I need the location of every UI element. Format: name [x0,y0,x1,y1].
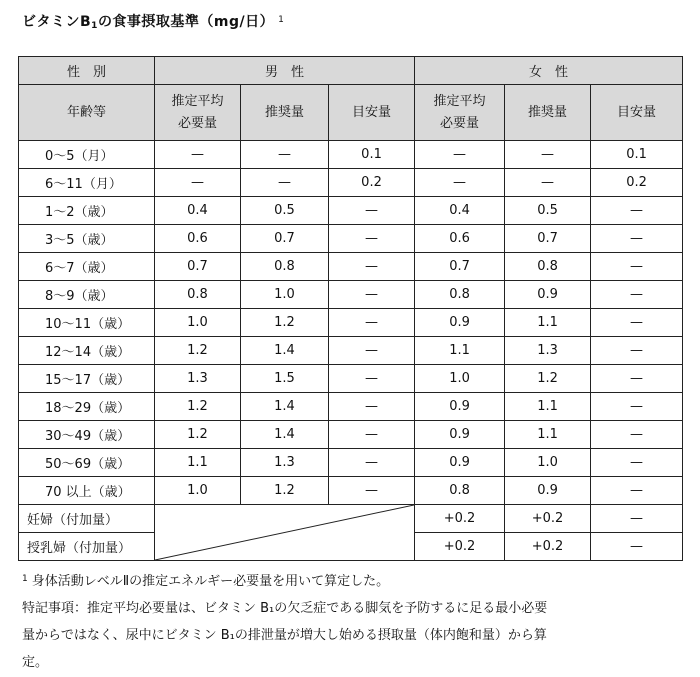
title-text: ビタミンB [22,14,92,30]
male-ear-header: 推定平均 必要量 [155,85,241,141]
table-row [19,169,683,197]
cell-value: — [329,225,415,253]
table-row [19,197,683,225]
cell-value: — [505,169,591,197]
table-row [19,281,683,309]
footnote-text: 身体活動レベルⅡの推定エネルギー必要量を用いて算定した。 [31,574,390,589]
special-note-line-2: 量からではなく、尿中にビタミン B₁の排泄量が増大し始める摂取量（体内飽和量）から算 [22,628,547,643]
cell-value: 0.4 [415,197,505,225]
cell-value: 0.8 [505,253,591,281]
cell-value: — [155,141,241,169]
cell-value: 1.4 [241,393,329,421]
female-header: 女 性 [415,57,683,85]
table-row [19,449,683,477]
table-row [19,141,683,169]
age-cell: 6～11（月） [19,169,155,197]
cell-value: — [329,421,415,449]
table-row [19,393,683,421]
cell-value: — [591,477,683,505]
cell-value: 0.4 [155,197,241,225]
cell-value: — [241,169,329,197]
age-cell: 70 以上（歳） [19,477,155,505]
cell-value: 0.9 [415,309,505,337]
na-diagonal-cell [155,505,415,561]
cell-value: 0.7 [415,253,505,281]
cell-value: 0.1 [591,141,683,169]
cell-value: — [591,421,683,449]
cell-value: 0.7 [155,253,241,281]
cell-value: — [329,281,415,309]
cell-value: 0.7 [505,225,591,253]
cell-value: 1.1 [155,449,241,477]
table-row [19,477,683,505]
age-header: 年齢等 [19,85,155,141]
cell-value: 0.9 [415,393,505,421]
cell-value: — [505,141,591,169]
cell-value: — [591,505,683,533]
table-row [19,225,683,253]
special-note-line-3: 定。 [22,655,49,670]
cell-value: +0.2 [415,505,505,533]
female-ai-header: 目安量 [591,85,683,141]
cell-value: — [591,309,683,337]
cell-value: 0.7 [241,225,329,253]
table-row [19,253,683,281]
table-row [19,365,683,393]
title-text-rest: の食事摂取基準（mg/日） [97,14,275,30]
footnote [22,566,682,595]
male-ai-header: 目安量 [329,85,415,141]
cell-value: — [591,533,683,561]
cell-value: 0.2 [591,169,683,197]
cell-value: 1.3 [505,337,591,365]
cell-value: — [329,365,415,393]
special-note-line-1: 特記事項：推定平均必要量は、ビタミン B₁の欠乏症である脚気を予防するに足る最小必要 [22,601,548,616]
cell-value: 1.3 [155,365,241,393]
cell-value: 1.0 [241,281,329,309]
age-cell: 50～69（歳） [19,449,155,477]
cell-value: — [591,337,683,365]
cell-value: — [329,337,415,365]
cell-value: 1.1 [505,393,591,421]
row-label: 妊婦（付加量） [19,505,155,533]
age-cell: 30～49（歳） [19,421,155,449]
cell-value: 1.4 [241,421,329,449]
cell-value: — [591,449,683,477]
cell-value: 0.9 [415,421,505,449]
cell-value: 1.1 [505,421,591,449]
age-cell: 0～5（月） [19,141,155,169]
notes [22,566,682,676]
cell-value: — [415,169,505,197]
female-ear-header: 推定平均 必要量 [415,85,505,141]
cell-value: 0.1 [329,141,415,169]
page-title [22,11,284,31]
age-cell: 8～9（歳） [19,281,155,309]
cell-value: 1.4 [241,337,329,365]
cell-value: 0.8 [415,477,505,505]
cell-value: — [591,365,683,393]
cell-value: — [415,141,505,169]
table-row [19,337,683,365]
cell-value: — [329,477,415,505]
age-cell: 12～14（歳） [19,337,155,365]
female-rda-header: 推奨量 [505,85,591,141]
title-subscript: 1 [91,21,98,31]
intake-table [18,56,683,561]
cell-value: 1.0 [505,449,591,477]
cell-value: — [329,449,415,477]
cell-value: +0.2 [505,505,591,533]
cell-value: — [329,197,415,225]
table-row [19,421,683,449]
cell-value: 1.2 [155,393,241,421]
cell-value: 1.2 [505,365,591,393]
cell-value: 0.8 [415,281,505,309]
diagonal-line [155,505,414,560]
cell-value: 0.6 [155,225,241,253]
sex-header: 性 別 [19,57,155,85]
cell-value: 0.9 [505,477,591,505]
cell-value: +0.2 [505,533,591,561]
cell-value: 0.8 [155,281,241,309]
age-cell: 10～11（歳） [19,309,155,337]
cell-value: — [329,393,415,421]
cell-value: — [591,197,683,225]
cell-value: 1.2 [241,477,329,505]
male-header: 男 性 [155,57,415,85]
age-cell: 6～7（歳） [19,253,155,281]
cell-value: — [591,281,683,309]
age-cell: 3～5（歳） [19,225,155,253]
cell-value: — [329,253,415,281]
cell-value: 1.0 [415,365,505,393]
cell-value: — [155,169,241,197]
cell-value: 0.9 [415,449,505,477]
row-label: 授乳婦（付加量） [19,533,155,561]
footnote-mark: 1 [22,574,28,584]
table-row [19,309,683,337]
cell-value: 1.5 [241,365,329,393]
cell-value: 1.0 [155,477,241,505]
cell-value: — [591,253,683,281]
cell-value: 1.2 [155,337,241,365]
cell-value: 1.2 [155,421,241,449]
cell-value: — [241,141,329,169]
cell-value: 0.8 [241,253,329,281]
table-row-pregnant [19,505,683,533]
cell-value: 1.1 [415,337,505,365]
age-cell: 1～2（歳） [19,197,155,225]
cell-value: 0.5 [241,197,329,225]
cell-value: 1.0 [155,309,241,337]
cell-value: 1.3 [241,449,329,477]
cell-value: — [329,309,415,337]
age-cell: 15～17（歳） [19,365,155,393]
cell-value: 1.1 [505,309,591,337]
cell-value: 0.9 [505,281,591,309]
male-rda-header: 推奨量 [241,85,329,141]
cell-value: 0.6 [415,225,505,253]
cell-value: — [591,393,683,421]
title-footnote-mark: 1 [278,15,285,25]
cell-value: 1.2 [241,309,329,337]
age-cell: 18～29（歳） [19,393,155,421]
cell-value: 0.5 [505,197,591,225]
cell-value: 0.2 [329,169,415,197]
cell-value: +0.2 [415,533,505,561]
cell-value: — [591,225,683,253]
